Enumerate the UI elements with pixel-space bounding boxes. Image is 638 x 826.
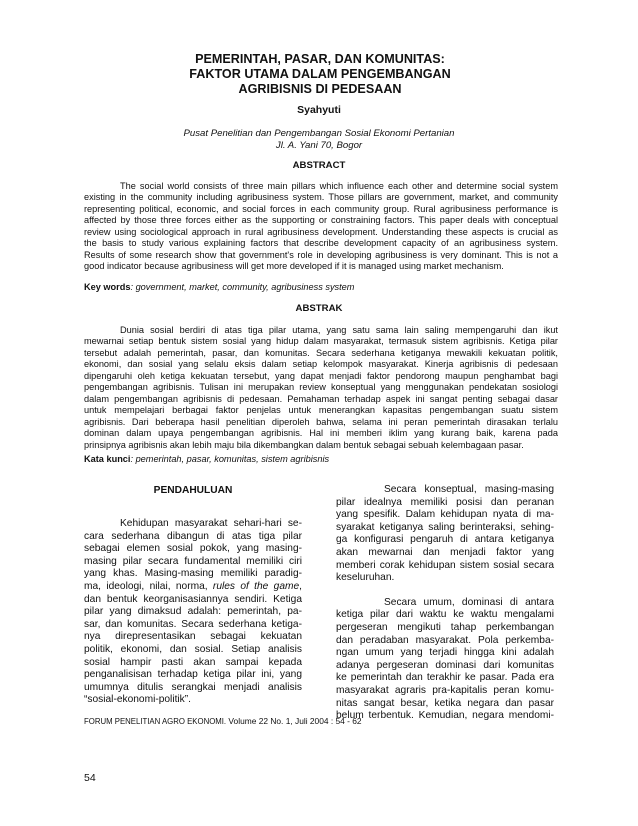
abstract-line: good indicator because agribusiness will get more developed if it is managed using market mechanism. (84, 261, 504, 272)
abstract-line: representing political, economic, and social forces in each community group. Rural agribusiness performance is (84, 203, 558, 214)
body-line: penganalisisan terhadap ketiga pilar ini, yang (84, 669, 302, 681)
body-line: Secara konseptual, masing-masing (384, 484, 554, 495)
affiliation-line: Pusat Penelitian dan Pengembangan Sosial Ekonomi Pertanian (183, 128, 455, 139)
body-line: nitas sangat besar, ketika negara dan pasar (336, 697, 554, 709)
body-line: yang khas. Masing-masing memiliki paradig- (84, 568, 302, 580)
italic-phrase: rules of the game (212, 580, 300, 592)
keywords-label: Key words (84, 282, 131, 292)
kata-kunci-label: Kata kunci (84, 454, 131, 464)
body-line: ga konfigurasi pengaruh di antara ketiganya (336, 534, 554, 546)
body-line: masing pilar secara fundamental memiliki ciri (84, 555, 302, 567)
body-line: ngan umum yang terjadi hingga kini adalah (336, 647, 554, 659)
journal-name: FORUM PENELITIAN AGRO EKONOMI. (84, 717, 227, 726)
abstrak-line: Dunia sosial berdiri di atas tiga pilar utama, yang satu sama lain saling mempengaruhi dan ikut (120, 325, 558, 335)
body-line: sosial hampir pasti akan sampai kepada (84, 656, 302, 668)
body-line: ketiga pilar dari waktu ke waktu mengalami (336, 609, 554, 621)
body-line: dan peradaban masyarakat. Pola perkemba- (336, 634, 554, 646)
body-line: masyarakat agraris pra-kapitalis peran komu- (336, 684, 554, 696)
title-line: FAKTOR UTAMA DALAM PENGEMBANGAN (189, 67, 451, 81)
abstrak-line: dipengaruhi oleh ketiga kekuatan tersebut, yang dapat menjadi faktor pendorong maupun penghambat bagi (84, 370, 558, 381)
left-column (84, 518, 302, 707)
abstrak-body (84, 325, 558, 451)
abstract-line: review using sociological approach in rural agribusiness development. Understanding these aspects is crucial as (84, 226, 558, 237)
abstract-line: existing in the community including agribusiness system. Those pillars are government, market, and community (84, 192, 558, 203)
affiliation-line: Jl. A. Yani 70, Bogor (275, 140, 363, 151)
body-line: Kehidupan masyarakat sehari-hari se- (120, 518, 302, 529)
section-heading: PENDAHULUAN (153, 485, 233, 496)
abstrak-line: pengembangan agribisnis. Tulisan ini merupakan review konseptual yang menggunakan pendekatan sosiologi (84, 382, 558, 393)
keywords (84, 281, 558, 293)
body-line: akan mewarnai dan menjadi faktor yang (336, 546, 554, 558)
kata-kunci (84, 453, 558, 465)
abstract-body (84, 181, 558, 273)
body-line: cara sederhana dibangun di atas tiga pilar (84, 530, 302, 542)
journal-footer (84, 716, 362, 727)
title-line: PEMERINTAH, PASAR, DAN KOMUNITAS: (195, 52, 445, 66)
abstrak-line: ekonomi, dan sosial yang selalu eksis dalam setiap kelompok masyarakat. Kinerja agribisnis di pedesaan (84, 359, 558, 370)
body-line: memberi corak kehidupan sistem sosial secara (336, 559, 554, 571)
keywords-text: : government, market, community, agribusiness system (130, 282, 355, 292)
body-line: pergeseran mengikuti tahap perkembangan (336, 621, 554, 633)
body-line: politik, ekonomi, dan sosial. Setiap analisis (84, 643, 302, 655)
affiliation (0, 128, 638, 152)
abstract-line: affected by those three forces either as the supporting or constraining factors. This paper deals with conceptual (84, 215, 558, 226)
body-line: nya direpresentasikan sebagai kekuatan (84, 631, 302, 643)
body-line: pilar yang dimaksud adalah: pemerintah, pa- (84, 606, 302, 618)
body-line: belum terbentuk. Kemudian, negara mendomi- (336, 710, 554, 722)
paper-title (120, 52, 520, 97)
body-line: yang spesifik. Dalam kehidupan nyata di ma- (336, 509, 554, 521)
body-line: adanya pergeseran dominasi dari komunitas (336, 659, 554, 671)
body-line: umumnya ditulis serangkai menjadi analisis (84, 681, 302, 693)
abstrak-line: agribisnis. Dari beberapa hasil penelitian diperoleh bahwa, selama ini peran pemerintah dirasakan terlalu (84, 416, 558, 427)
journal-volume: Volume 22 No. 1, Juli 2004 : 54 - 62 (226, 716, 362, 726)
body-line: “sosial-ekonomi-politik”. (84, 694, 191, 706)
abstrak-line: dalam pengembangan agribisnis di pedesaan. Pemahaman terhadap aspek ini sangat penting sebagai dasar (84, 393, 558, 404)
abstrak-line: dominan dalam upaya pengembangan agribisnis. Hal ini memberi iklim yang kurang baik, karena pada (84, 428, 558, 439)
body-line: ke pemerintah dan terakhir ke pasar. Pada era (336, 672, 554, 684)
author-name: Syahyuti (297, 104, 341, 116)
abstrak-line: tersebut adalah pemerintah, pasar, dan komunitas. Secara sederhana ketiganya mewakili kekuatan politik, (84, 347, 558, 358)
page-number: 54 (84, 772, 96, 784)
abstrak-line: mewarnai setiap bentuk sistem sosial yang hidup dalam masyarakat, termasuk sistem agribisnis. Ketiga pilar (84, 336, 558, 347)
body-line: pilar idealnya memiliki posisi dan peranan (336, 496, 554, 508)
abstract-heading: ABSTRACT (292, 160, 346, 171)
body-line: syarakat ketiganya saling berinteraksi, sehing- (336, 521, 554, 533)
kata-kunci-text: : pemerintah, pasar, komunitas, sistem agribisnis (130, 454, 330, 464)
title-line: AGRIBISNIS DI PEDESAAN (238, 82, 402, 96)
right-column (336, 484, 554, 723)
abstract-line: the basis to study various explaining factors that describe development capacity of an agribusiness system. (84, 238, 558, 249)
body-line: keseluruhan. (336, 572, 395, 584)
abstract-line: Results of some research show that government's role in developing agribusiness is very dominant. This is not a (84, 249, 558, 260)
body-line: Secara umum, dominasi di antara (384, 596, 554, 608)
body-line: dan bentuk keorganisasiannya sendiri. Ketiga (84, 593, 302, 605)
body-line: ma, ideologi, nilai, norma, rules of the game, (84, 580, 302, 592)
abstrak-line: prinsipnya agribisnis akan lebih maju bila dikembangkan dalam bentuk sebagai sebuah kelembagaan pasar. (84, 439, 524, 450)
abstract-line: The social world consists of three main pillars which influence each other and determine social system (120, 181, 558, 191)
abstrak-heading: ABSTRAK (295, 303, 343, 314)
body-line: sebagai elemen sosial pokok, yang masing- (84, 543, 302, 555)
body-line: sar, dan komunitas. Secara sederhana ketiga- (84, 618, 302, 630)
abstrak-line: untuk mempelajari berbagai faktor penjelas untuk menerangkan kapasitas pengembangan suatu sistem (84, 405, 558, 416)
